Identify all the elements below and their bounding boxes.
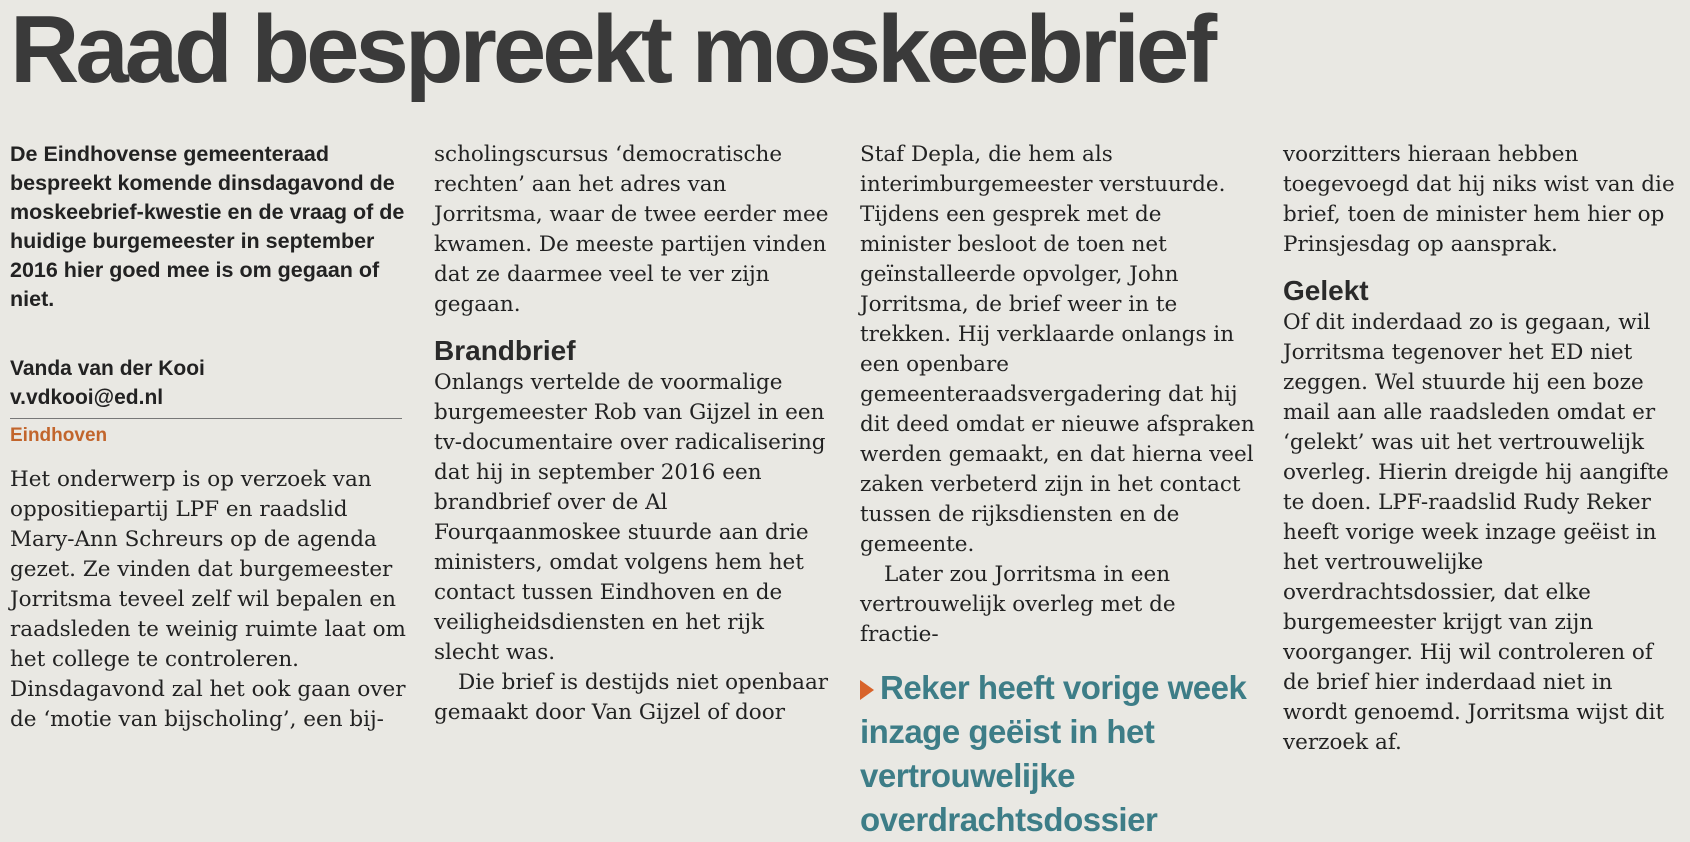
quote-marker-icon [860, 680, 874, 700]
location-label: Eindhoven [10, 425, 108, 446]
body-paragraph: voorzitters hieraan hebben toegevoegd dat hij niks wist van die brief, toen de minister hem hier op Prinsjesdag op aansprak. [1283, 142, 1675, 257]
divider [10, 418, 402, 419]
body-paragraph: Staf Depla, die hem als interimburgemeester verstuurde. Tijdens een gesprek met de minister besloot de toen net geïnstalleerde opvolger, John Jorritsma, de brief weer in te trekken. Hij verklaarde onlangs in een openbare gemeenteraadsvergadering dat hij dit deed omdat er nieuwe afspraken werden gemaakt, en dat hierna veel zaken verbeterd zijn in het contact tussen de rijksdiensten en de gemeente. [860, 142, 1255, 557]
subheading-brandbrief: Brandbrief [434, 335, 576, 366]
body-paragraph: Die brief is destijds niet openbaar gemaakt door Van Gijzel of door [434, 670, 829, 725]
column-1 [10, 140, 410, 735]
body-paragraph: scholingscursus ‘democratische rechten’ aan het adres van Jorritsma, waar de twee eerder mee kwamen. De meeste partijen vinden dat ze daarmee veel te ver zijn gegaan. [434, 142, 829, 317]
author-name: Vanda van der Kooi [10, 357, 205, 380]
pull-quote [860, 666, 1255, 842]
column-4 [1283, 140, 1678, 758]
column-2 [434, 140, 829, 728]
intro-text: De Eindhovense gemeenteraad bespreekt komende dinsdagavond de moskeebrief-kwestie en de vraag of de huidige burgemeester in september 2016 hier goed mee is om gegaan of niet. [10, 142, 405, 311]
column-3 [860, 140, 1255, 842]
body-paragraph: Of dit inderdaad zo is gegaan, wil Jorritsma tegenover het ED niet zeggen. Wel stuurde hij een boze mail aan alle raadsleden omdat er ‘gelekt’ was uit het vertrouwelijk overleg. Hierin dreigde hij aangifte te doen. LPF-raadslid Rudy Reker heeft vorige week inzage geëist in het vertrouwelijke overdrachtsdossier, dat elke burgemeester krijgt van zijn voorganger. Hij wil controleren of de brief hier inderdaad niet in wordt genoemd. Jorritsma wijst dit verzoek af. [1283, 310, 1669, 755]
pull-quote-text: Reker heeft vorige week inzage geëist in het vertrouwelijke overdrachtsdossier [860, 669, 1247, 838]
body-paragraph: Het onderwerp is op verzoek van oppositiepartij LPF en raadslid Mary-Ann Schreurs op de agenda gezet. Ze vinden dat burgemeester Jorritsma teveel zelf wil bepalen en raadsleden te weinig ruimte laat om het college te controleren. Dinsdagavond zal het ook gaan over de ‘motie van bijscholing’, een bij- [10, 467, 406, 732]
author-email[interactable]: v.vdkooi@ed.nl [10, 386, 164, 409]
subheading-gelekt: Gelekt [1283, 275, 1369, 306]
headline: Raad bespreekt moskeebrief [10, 0, 1214, 103]
body-paragraph: Onlangs vertelde de voormalige burgemeester Rob van Gijzel in een tv-documentaire over radicalisering dat hij in september 2016 een brandbrief over de Al Fourqaanmoskee stuurde aan drie ministers, omdat volgens hem het contact tussen Eindhoven en de veiligheidsdiensten en het rijk slecht was. [434, 370, 826, 665]
body-paragraph: Later zou Jorritsma in een vertrouwelijk overleg met de fractie- [860, 562, 1176, 647]
